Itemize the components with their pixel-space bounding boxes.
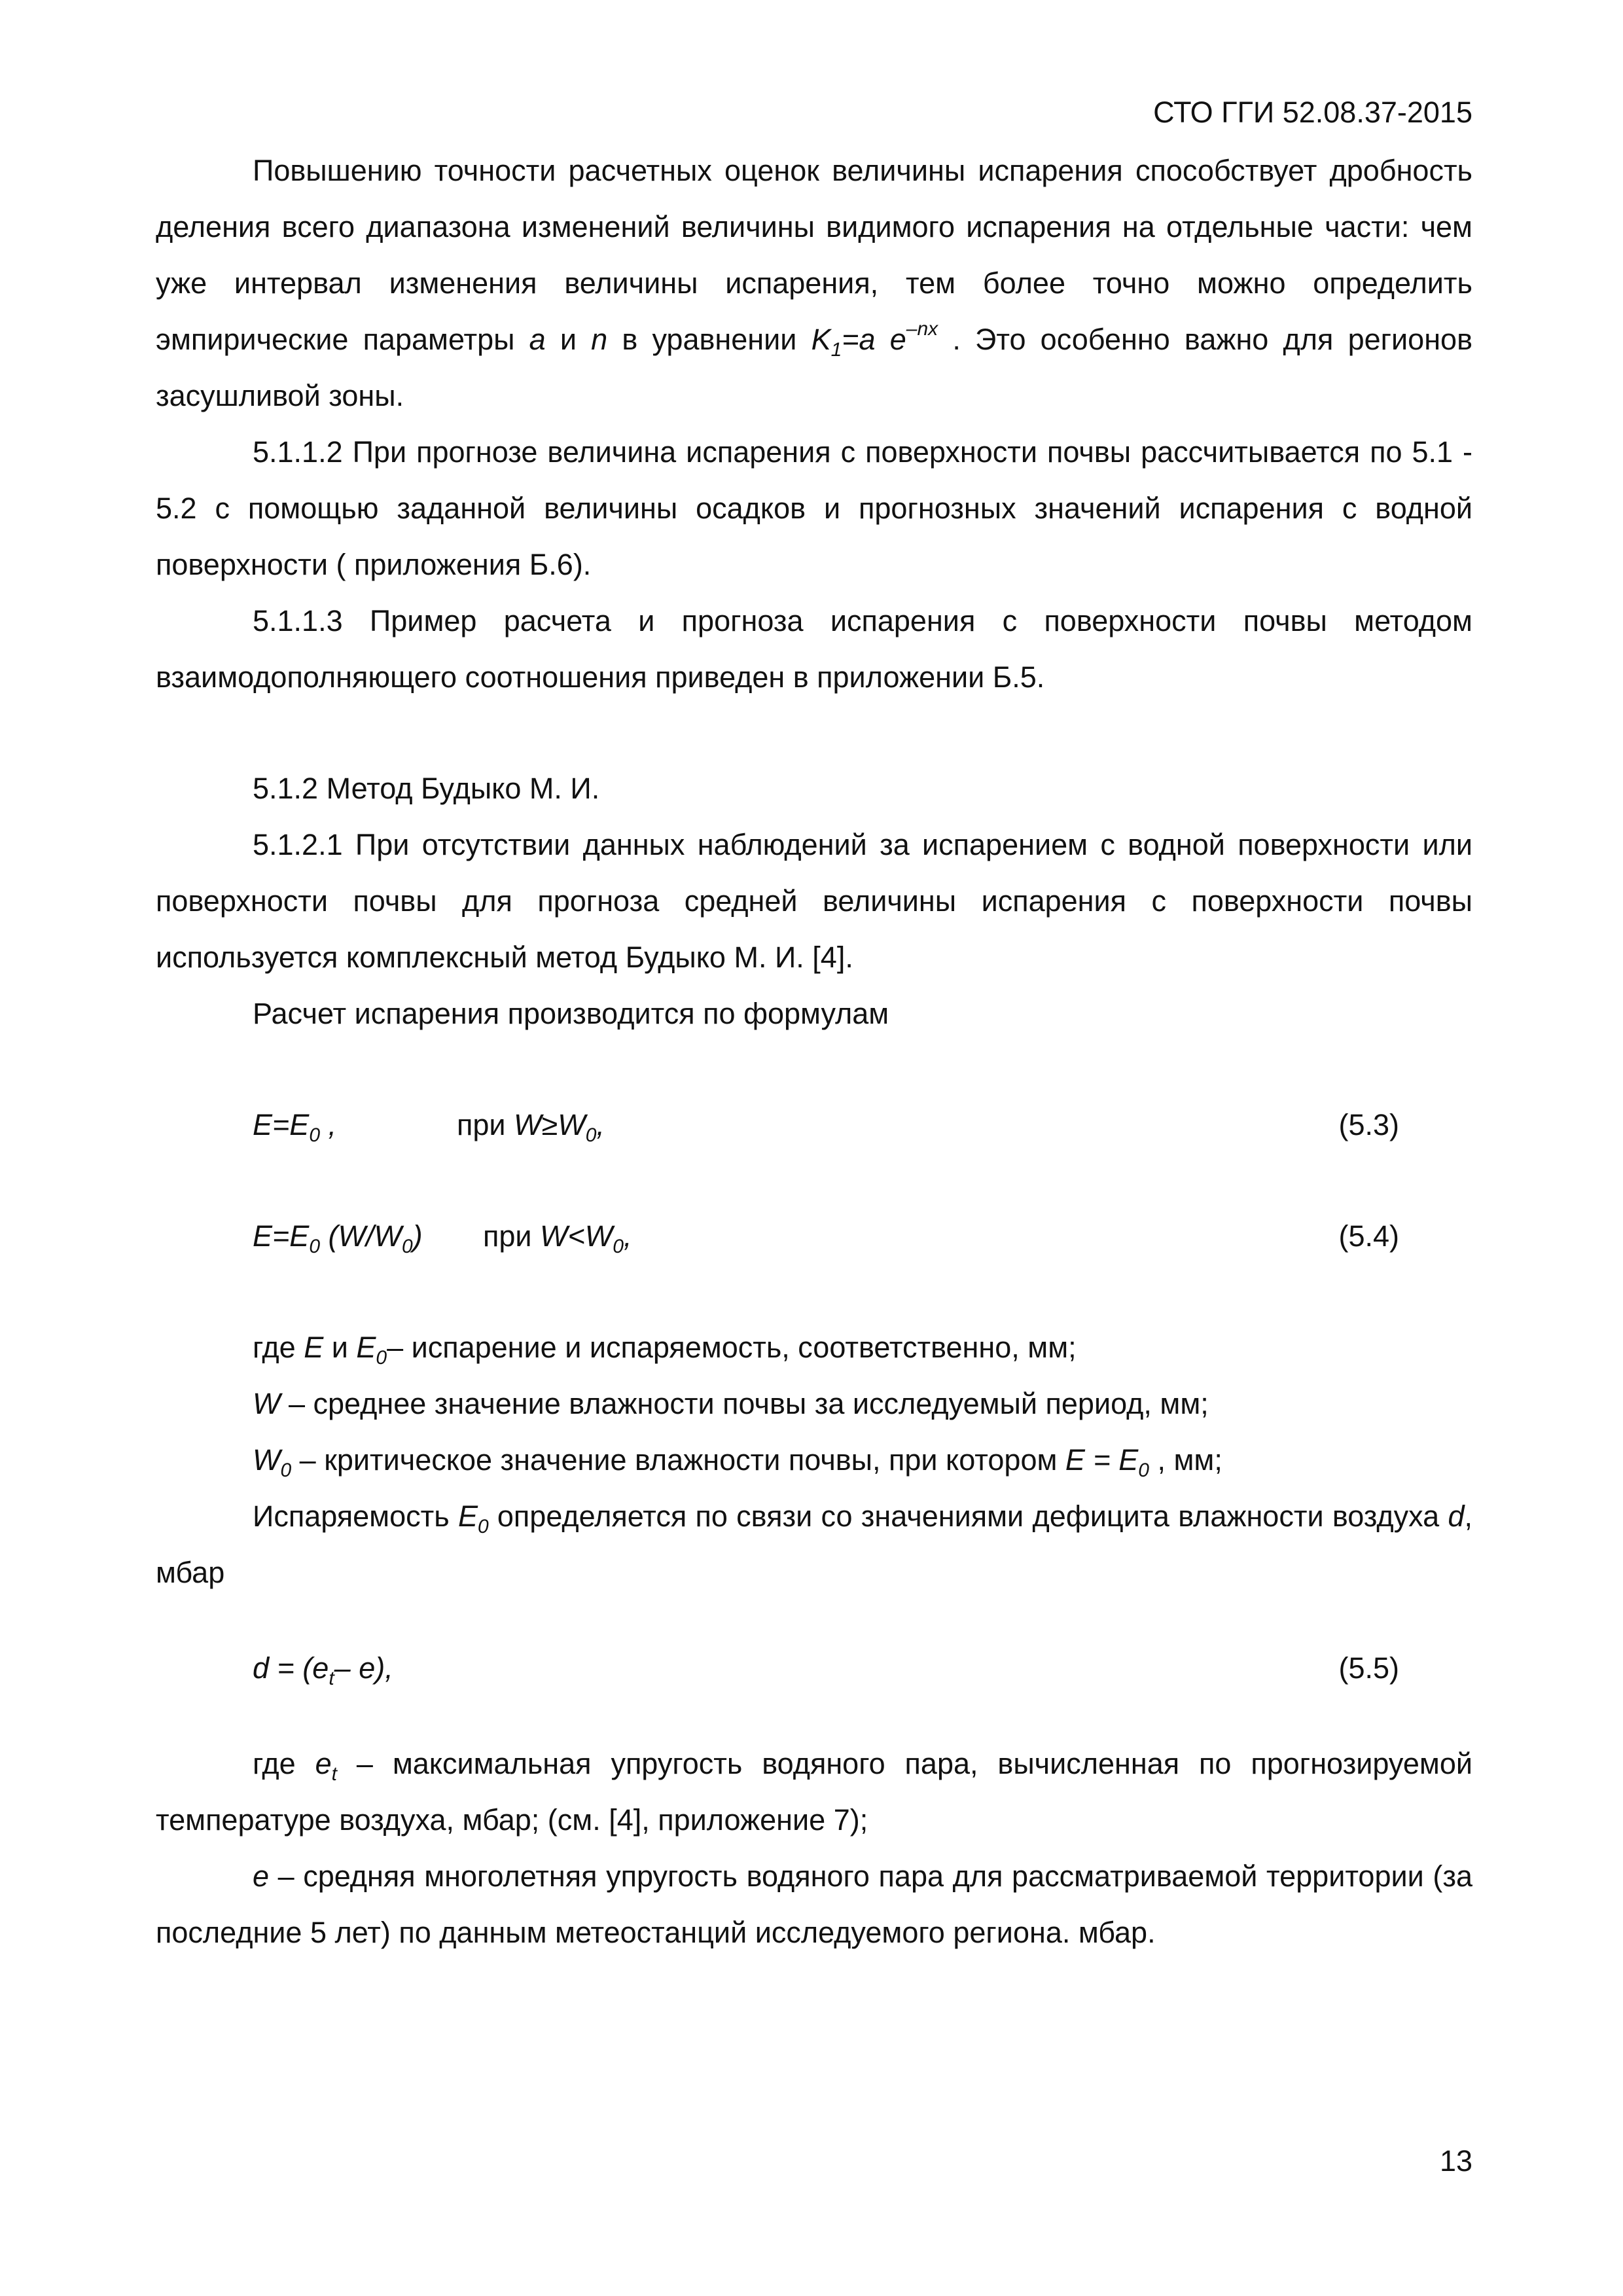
definition-text: где xyxy=(253,1747,315,1780)
variable-e0: E xyxy=(457,1499,478,1533)
paragraph-5-1-1-2: 5.1.1.2 При прогнозе величина испарения с поверхности почвы рассчитывается по 5.1 - 5.2 с помощью заданной величины осадков и прогнозных значений испарения с водной поверхности ( приложения Б.6). xyxy=(156,435,1472,581)
formula-condition xyxy=(483,1208,632,1265)
definition-text: и xyxy=(323,1331,357,1364)
formula-part: (W/W xyxy=(320,1219,402,1253)
spacer xyxy=(156,1265,1472,1319)
spacer xyxy=(156,706,1472,761)
formula-part: ) xyxy=(412,1219,423,1253)
inline-equation: E = E xyxy=(1065,1443,1139,1477)
variable-subscript: 0 xyxy=(376,1347,387,1369)
formula-5-5 xyxy=(156,1640,1472,1696)
formula-subscript: t xyxy=(329,1668,334,1689)
definition-text: – средняя многолетняя упругость водяного пара для рассматриваемой территории (за последние 5 лет) по данным метеостанций исследуемого региона. мбар. xyxy=(156,1859,1472,1949)
variable-subscript: t xyxy=(331,1763,337,1785)
variable-w0: W xyxy=(253,1443,281,1477)
formula-part: , xyxy=(623,1219,632,1253)
definition-text: где xyxy=(253,1331,304,1364)
paragraph-text: . Это особенно важно для регионов засушливой зоны. xyxy=(156,323,1472,412)
equation-exponent: –nx xyxy=(906,318,938,340)
variable-d: d xyxy=(1448,1499,1465,1533)
formula-part: , xyxy=(320,1108,337,1141)
formula-subscript: 0 xyxy=(613,1236,624,1257)
definition-text: – критическое значение влажности почвы, при котором xyxy=(291,1443,1065,1477)
definition-text: , мм; xyxy=(1149,1443,1222,1477)
page-number: 13 xyxy=(1439,2144,1472,2178)
paragraph-text: и xyxy=(545,323,592,356)
formula-word: при xyxy=(483,1219,541,1253)
equation-part: =a e xyxy=(842,323,906,356)
variable-subscript: 0 xyxy=(1138,1460,1149,1481)
formula-condition xyxy=(457,1097,605,1153)
definition-e-e0 xyxy=(156,1319,1472,1376)
formula-part: W<W xyxy=(540,1219,613,1253)
formula-subscript: 0 xyxy=(309,1236,320,1257)
spacer xyxy=(156,1601,1472,1640)
equation-subscript: 1 xyxy=(830,339,842,361)
spacer xyxy=(156,1042,1472,1097)
formula-number: (5.4) xyxy=(1338,1219,1399,1253)
formula-5-4 xyxy=(156,1208,1472,1265)
definition-text: Испаряемость xyxy=(253,1499,458,1533)
formula-part: d = (e xyxy=(253,1651,329,1685)
formula-subscript: 0 xyxy=(401,1236,413,1257)
definition-text: определяется по связи со значениями дефицита влажности воздуха xyxy=(488,1499,1448,1533)
paragraph-formula-intro: Расчет испарения производится по формулам xyxy=(253,997,889,1030)
variable-a: a xyxy=(529,323,546,356)
spacer xyxy=(156,1153,1472,1208)
definition-w xyxy=(156,1376,1472,1432)
variable-w: W xyxy=(253,1387,281,1420)
formula-subscript: 0 xyxy=(309,1124,320,1146)
document-body xyxy=(156,143,1472,1961)
equation-k1 xyxy=(811,318,938,361)
paragraph-5-1-1-3: 5.1.1.3 Пример расчета и прогноза испарения с поверхности почвы методом взаимодополняющего соотношения приведен в приложении Б.5. xyxy=(156,604,1472,694)
formula-number: (5.5) xyxy=(1338,1651,1399,1685)
formula-5-3 xyxy=(156,1097,1472,1153)
paragraph-accuracy xyxy=(156,143,1472,424)
definition-text: – максимальная упругость водяного пара, вычисленная по прогнозируемой температуре воздуха, мбар; (см. [4], приложение 7); xyxy=(156,1747,1472,1837)
formula-lhs xyxy=(253,1208,423,1265)
definition-w0 xyxy=(156,1432,1472,1488)
variable-e0: E xyxy=(356,1331,376,1364)
formula-part: W≥W xyxy=(514,1108,586,1141)
paragraph-5-1-2-1: 5.1.2.1 При отсутствии данных наблюдений за испарением с водной поверхности или поверхности почвы для прогноза средней величины испарения с поверхности почвы используется комплексный метод Будыко М. И. [4]. xyxy=(156,828,1472,974)
paragraph-evaporability xyxy=(156,1488,1472,1601)
formula-word: при xyxy=(457,1108,514,1141)
variable-subscript: 0 xyxy=(477,1516,489,1537)
definition-et xyxy=(156,1736,1472,1848)
section-heading-5-1-2: 5.1.2 Метод Будыко М. И. xyxy=(253,772,600,805)
document-code-header: СТО ГГИ 52.08.37-2015 xyxy=(1153,96,1472,129)
formula-number: (5.3) xyxy=(1338,1108,1399,1141)
formula-part: , xyxy=(596,1108,605,1141)
variable-e: E xyxy=(304,1331,324,1364)
spacer xyxy=(156,1696,1472,1736)
paragraph-text: в уравнении xyxy=(607,323,812,356)
definition-text: , мбар xyxy=(156,1499,1472,1589)
variable-n: n xyxy=(591,323,608,356)
equation-part: K xyxy=(811,323,831,356)
definition-e xyxy=(156,1848,1472,1961)
formula-part: E=E xyxy=(253,1219,310,1253)
paragraph-text: Повышению точности расчетных оценок величины испарения способствует дробность деления всего диапазона изменений величины видимого испарения на отдельные части: чем уже интервал изменения величины испарения, тем более точно можно определить эмпирические параметры xyxy=(156,154,1472,356)
formula-part: – e), xyxy=(334,1651,393,1685)
variable-subscript: 0 xyxy=(280,1460,292,1481)
formula-lhs xyxy=(253,1097,336,1153)
definition-text: – испарение и испаряемость, соответственно, мм; xyxy=(387,1331,1077,1364)
variable-et: e xyxy=(315,1747,332,1780)
formula-part: E=E xyxy=(253,1108,310,1141)
formula-lhs xyxy=(253,1640,393,1696)
variable-e: e xyxy=(253,1859,270,1893)
formula-subscript: 0 xyxy=(585,1124,597,1146)
definition-text: – среднее значение влажности почвы за исследуемый период, мм; xyxy=(280,1387,1209,1420)
